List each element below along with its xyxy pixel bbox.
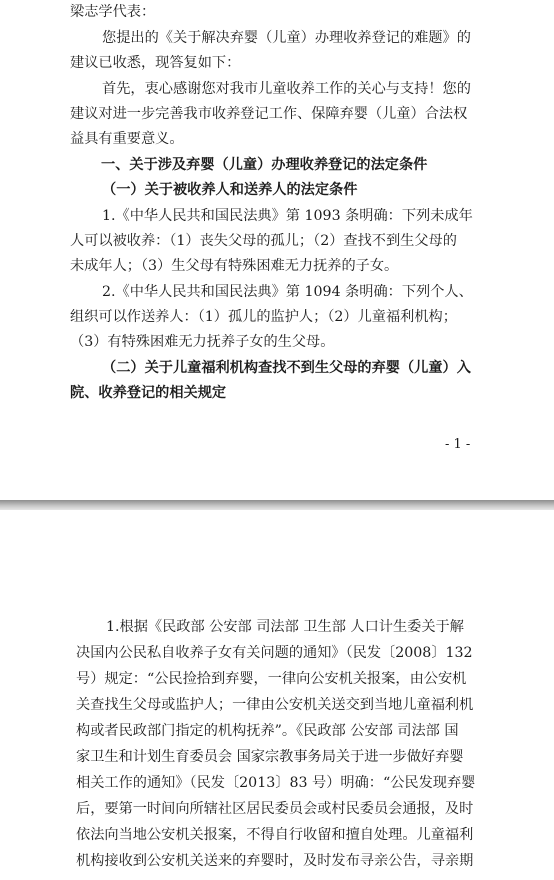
section-heading-1: 一、关于涉及弃婴（儿童）办理收养登记的法定条件 <box>101 157 428 173</box>
subsection-heading-1: （一）关于被收养人和送养人的法定条件 <box>102 182 358 198</box>
salutation: 梁志学代表： <box>70 4 156 20</box>
paragraph-line: 1.根据《民政部 公安部 司法部 卫生部 人口计生委关于解 <box>106 619 464 635</box>
paragraph-line: 后，要第一时间向所辖社区居民委员会或村民委员会通报，及时 <box>76 801 474 817</box>
paragraph-line: 人可以被收养：（1）丧失父母的孤儿；（2）查找不到生父母的 <box>70 233 457 249</box>
page-separator <box>0 500 554 510</box>
paragraph-line: 关查找生父母或监护人；一律由公安机关送交到当地儿童福利机 <box>76 697 474 713</box>
paragraph-line: 首先，衷心感谢您对我市儿童收养工作的关心与支持！您的 <box>102 81 471 97</box>
paragraph-line: 益具有重要意义。 <box>70 131 184 147</box>
paragraph-line: 构或者民政部门指定的机构抚养”。《民政部 公安部 司法部 国 <box>76 723 459 739</box>
paragraph-line: 家卫生和计划生育委员会 国家宗教事务局关于进一步做好弃婴 <box>76 749 464 765</box>
paragraph-line: 决国内公民私自收养子女有关问题的通知》（民发〔2008〕132 <box>76 645 473 661</box>
paragraph-line: 建议对进一步完善我市收养登记工作、保障弃婴（儿童）合法权 <box>70 106 468 122</box>
paragraph-line: 依法向当地公安机关报案，不得自行收留和擅自处理。儿童福利 <box>76 827 474 843</box>
paragraph-line: 机构接收到公安机关送来的弃婴时，及时发布寻亲公告，寻亲期 <box>76 853 474 869</box>
paragraph-line: 号）规定：“公民捡拾到弃婴，一律向公安机关报案，由公安机 <box>76 671 467 687</box>
page-number: - 1 - <box>445 437 471 452</box>
paragraph-line: 组织可以作送养人：（1）孤儿的监护人；（2）儿童福利机构； <box>70 309 457 325</box>
paragraph-line: 1.《中华人民共和国民法典》第 1093 条明确：下列未成年 <box>102 208 473 224</box>
paragraph-line: 建议已收悉，现答复如下： <box>70 55 241 71</box>
paragraph-line: 2.《中华人民共和国民法典》第 1094 条明确：下列个人、 <box>102 284 473 300</box>
paragraph-line: 未成年人；（3）生父母有特殊困难无力抚养的子女。 <box>70 258 399 274</box>
document-page-2 <box>0 510 554 880</box>
subsection-heading-2-cont: 院、收养登记的相关规定 <box>70 385 227 401</box>
paragraph-line: 相关工作的通知》（民发〔2013〕83 号）明确：“公民发现弃婴 <box>76 775 476 791</box>
subsection-heading-2: （二）关于儿童福利机构查找不到生父母的弃婴（儿童）入 <box>102 360 471 376</box>
paragraph-line: （3）有特殊困难无力抚养子女的生父母。 <box>70 334 335 350</box>
paragraph-line: 您提出的《关于解决弃婴（儿童）办理收养登记的难题》的 <box>102 30 471 46</box>
